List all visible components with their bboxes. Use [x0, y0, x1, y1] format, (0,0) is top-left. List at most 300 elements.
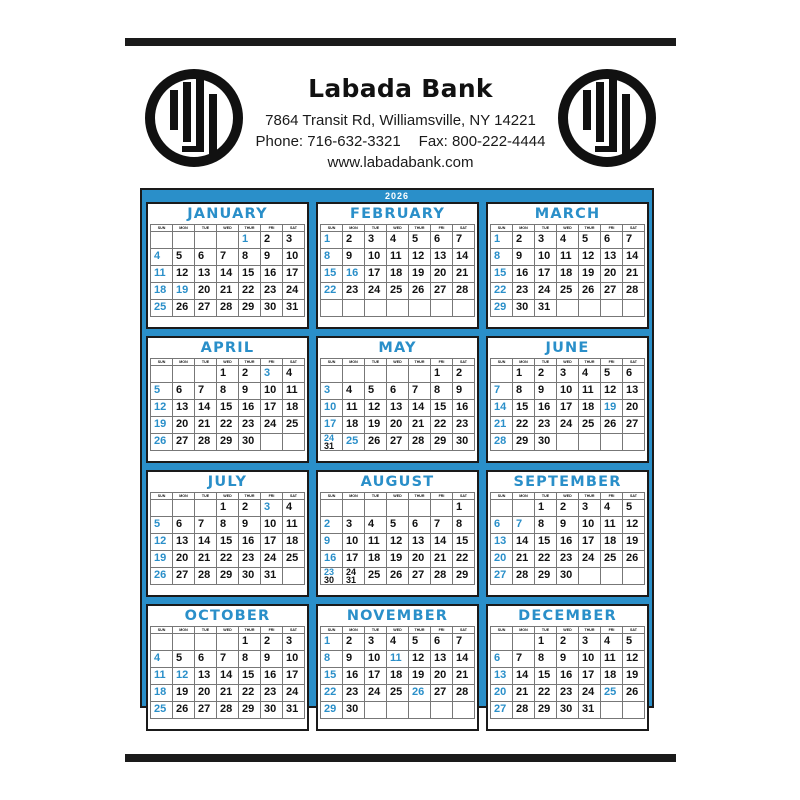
day-cell: [601, 534, 623, 551]
day-number: 12: [176, 669, 189, 681]
day-cell: [409, 651, 431, 668]
day-number: 24: [582, 686, 595, 698]
day-number: 5: [412, 233, 419, 245]
month-september: [486, 470, 649, 597]
day-number: 3: [368, 233, 375, 245]
weekday-label: MON: [173, 359, 195, 366]
week-row: [491, 551, 645, 568]
day-cell: [557, 517, 579, 534]
day-cell: [195, 534, 217, 551]
day-cell: [513, 434, 535, 451]
week-row: [491, 366, 645, 383]
weekday-header-row: [151, 493, 305, 500]
day-number: 10: [346, 535, 359, 547]
day-number: 10: [582, 518, 595, 530]
day-cell: [321, 249, 343, 266]
empty-day-cell: [409, 500, 431, 517]
day-cell: [283, 634, 305, 651]
day-cell: [409, 534, 431, 551]
day-number: 10: [582, 652, 595, 664]
day-cell: [261, 551, 283, 568]
day-number: 16: [516, 267, 529, 279]
day-cell: [579, 500, 601, 517]
day-number: 21: [494, 418, 507, 430]
day-cell: [409, 685, 431, 702]
day-number: 20: [434, 669, 447, 681]
week-row: [321, 500, 475, 517]
day-number: 20: [412, 552, 425, 564]
day-cell: [491, 551, 513, 568]
day-cell: [535, 400, 557, 417]
empty-day-cell: [491, 634, 513, 651]
week-row: [151, 651, 305, 668]
empty-day-cell: [365, 702, 387, 719]
empty-day-cell: [431, 500, 453, 517]
weekday-header-row: [151, 359, 305, 366]
day-cell: [557, 417, 579, 434]
week-row: [491, 400, 645, 417]
day-number: 29: [220, 435, 233, 447]
day-cell: [491, 400, 513, 417]
empty-day-cell: [151, 500, 173, 517]
day-number: 16: [242, 535, 255, 547]
day-cell: [453, 249, 475, 266]
day-number: 3: [560, 367, 567, 379]
day-cell: [431, 651, 453, 668]
day-cell: [623, 383, 645, 400]
day-cell: [239, 283, 261, 300]
day-number: 22: [220, 418, 233, 430]
day-cell: [431, 232, 453, 249]
month-table: [150, 224, 305, 317]
weekday-label: SUN: [321, 493, 343, 500]
empty-day-cell: [431, 300, 453, 317]
day-number: 19: [154, 552, 167, 564]
day-number: 14: [220, 267, 233, 279]
day-cell: [283, 668, 305, 685]
day-number: 1: [220, 367, 227, 379]
day-cell: [623, 400, 645, 417]
wall-calendar: [125, 38, 676, 762]
day-number: 7: [626, 233, 633, 245]
month-table: [490, 358, 645, 451]
weekday-header-row: [321, 493, 475, 500]
day-number: 21: [516, 686, 529, 698]
day-number: 5: [154, 518, 161, 530]
day-cell: [321, 232, 343, 249]
day-cell: [535, 232, 557, 249]
week-row: [491, 517, 645, 534]
day-cell: [195, 249, 217, 266]
day-cell: [513, 232, 535, 249]
day-number: 26: [154, 435, 167, 447]
day-cell: [343, 551, 365, 568]
day-number: 14: [220, 669, 233, 681]
day-cell: [387, 249, 409, 266]
month-march: [486, 202, 649, 329]
weekday-label: SAT: [283, 627, 305, 634]
day-cell: [239, 417, 261, 434]
day-cell: [239, 500, 261, 517]
day-number: 16: [324, 552, 337, 564]
month-december: [486, 604, 649, 731]
empty-day-cell: [601, 702, 623, 719]
day-number: 27: [412, 569, 425, 581]
day-number: 22: [538, 552, 551, 564]
day-cell: [535, 266, 557, 283]
day-cell: [151, 551, 173, 568]
day-cell: [409, 551, 431, 568]
empty-day-cell: [151, 366, 173, 383]
day-number: 17: [582, 669, 595, 681]
day-number: 9: [560, 652, 567, 664]
empty-day-cell: [601, 300, 623, 317]
day-number: 7: [220, 250, 227, 262]
weekday-label: WED: [557, 493, 579, 500]
day-number: 3: [582, 635, 589, 647]
day-number: 24: [346, 567, 357, 577]
day-number: 4: [582, 367, 589, 379]
day-number: 24: [368, 284, 381, 296]
day-cell: [601, 366, 623, 383]
day-cell: [513, 366, 535, 383]
day-number: 15: [242, 267, 255, 279]
day-cell: [513, 534, 535, 551]
day-cell: [365, 551, 387, 568]
empty-day-cell: [195, 366, 217, 383]
weekday-label: SAT: [283, 359, 305, 366]
day-number: 7: [516, 518, 523, 530]
day-cell: [173, 434, 195, 451]
day-cell: [513, 551, 535, 568]
weekday-label: FRI: [261, 627, 283, 634]
day-cell: [601, 634, 623, 651]
empty-day-cell: [321, 366, 343, 383]
day-number: 19: [390, 552, 403, 564]
day-cell: [173, 685, 195, 702]
week-row: [321, 232, 475, 249]
weekday-label: FRI: [601, 627, 623, 634]
day-number: 13: [494, 535, 507, 547]
day-number: 23: [242, 418, 255, 430]
weekday-label: WED: [557, 225, 579, 232]
day-number: 14: [412, 401, 425, 413]
day-number: 30: [516, 301, 529, 313]
month-august: [316, 470, 479, 597]
day-cell: [261, 266, 283, 283]
day-cell: [173, 417, 195, 434]
day-cell: [579, 283, 601, 300]
day-cell: [173, 551, 195, 568]
weekday-label: FRI: [431, 493, 453, 500]
day-number: 4: [154, 250, 161, 262]
day-cell: [557, 651, 579, 668]
weekday-label: WED: [387, 627, 409, 634]
day-cell: [239, 266, 261, 283]
day-cell: [343, 417, 365, 434]
day-cell: [217, 534, 239, 551]
day-number: 21: [220, 686, 233, 698]
weekday-header-row: [321, 359, 475, 366]
day-number: 2: [560, 501, 567, 513]
day-number: 9: [264, 652, 271, 664]
day-cell: [491, 266, 513, 283]
day-cell: [239, 634, 261, 651]
weekday-label: MON: [513, 493, 535, 500]
day-cell: [195, 568, 217, 585]
week-row: [491, 434, 645, 451]
day-cell: [623, 232, 645, 249]
day-cell: [557, 232, 579, 249]
day-number: 20: [626, 401, 639, 413]
day-cell: [261, 568, 283, 585]
day-number: 15: [324, 669, 337, 681]
day-cell: [283, 232, 305, 249]
weekday-header-row: [491, 493, 645, 500]
day-number: 27: [494, 569, 507, 581]
day-number: 14: [434, 535, 447, 547]
day-number: 18: [390, 267, 403, 279]
day-number: 13: [604, 250, 617, 262]
empty-day-cell: [579, 434, 601, 451]
day-cell: [195, 434, 217, 451]
day-number: 7: [516, 652, 523, 664]
day-number: 16: [560, 669, 573, 681]
day-number: 8: [538, 652, 545, 664]
week-row: [491, 534, 645, 551]
empty-day-cell: [491, 366, 513, 383]
day-cell: [343, 702, 365, 719]
day-number: 26: [154, 569, 167, 581]
empty-day-cell: [623, 434, 645, 451]
week-row: [151, 434, 305, 451]
day-number: 2: [346, 635, 353, 647]
weekday-label: WED: [387, 225, 409, 232]
day-number: 10: [368, 250, 381, 262]
day-cell: [365, 685, 387, 702]
day-number: 22: [324, 284, 337, 296]
month-june: [486, 336, 649, 463]
weekday-label: FRI: [431, 627, 453, 634]
day-number: 25: [154, 301, 167, 313]
empty-day-cell: [557, 434, 579, 451]
day-number: 27: [390, 435, 403, 447]
day-number: 25: [286, 418, 299, 430]
day-number: 4: [390, 233, 397, 245]
week-row: [491, 685, 645, 702]
day-number: 8: [456, 518, 463, 530]
bank-logo-icon: [137, 64, 251, 172]
day-number: 25: [582, 418, 595, 430]
weekday-label: THUR: [579, 627, 601, 634]
day-cell: [321, 534, 343, 551]
day-cell: [343, 249, 365, 266]
day-number: 22: [434, 418, 447, 430]
weekday-label: FRI: [601, 493, 623, 500]
day-cell: [239, 517, 261, 534]
weekday-label: THUR: [239, 627, 261, 634]
day-number: 17: [286, 669, 299, 681]
day-number: 16: [264, 267, 277, 279]
day-number: 3: [286, 233, 293, 245]
day-cell: [195, 400, 217, 417]
empty-day-cell: [365, 300, 387, 317]
bank-name: Labada Bank: [308, 74, 493, 103]
month-july: [146, 470, 309, 597]
day-cell: [601, 651, 623, 668]
day-number: 30: [560, 703, 573, 715]
day-cell: [535, 534, 557, 551]
day-number: 18: [154, 284, 167, 296]
day-cell: [151, 434, 173, 451]
weekday-label: TUE: [535, 493, 557, 500]
day-cell: [173, 300, 195, 317]
day-cell: [535, 383, 557, 400]
bank-logo-icon: [550, 64, 664, 172]
day-cell: [453, 383, 475, 400]
day-cell: [409, 568, 431, 585]
day-number: 21: [434, 552, 447, 564]
empty-day-cell: [409, 300, 431, 317]
day-cell: [623, 249, 645, 266]
day-number: 6: [176, 384, 183, 396]
day-cell-split: [343, 568, 365, 585]
day-cell: [343, 383, 365, 400]
day-cell: [261, 685, 283, 702]
day-cell: [535, 568, 557, 585]
day-number: 21: [220, 284, 233, 296]
day-cell: [491, 568, 513, 585]
day-number: 11: [346, 401, 358, 413]
day-number: 12: [582, 250, 595, 262]
month-table: [150, 358, 305, 451]
empty-day-cell: [321, 500, 343, 517]
weekday-label: MON: [343, 225, 365, 232]
weekday-label: WED: [557, 627, 579, 634]
day-cell: [365, 249, 387, 266]
day-cell: [365, 283, 387, 300]
day-number: 12: [412, 652, 425, 664]
day-number: 14: [198, 535, 211, 547]
day-cell: [409, 417, 431, 434]
day-cell: [513, 300, 535, 317]
day-number: 18: [604, 535, 617, 547]
day-number: 8: [324, 652, 331, 664]
day-cell: [579, 534, 601, 551]
day-cell: [365, 651, 387, 668]
day-cell: [387, 651, 409, 668]
day-number: 17: [264, 401, 277, 413]
day-cell: [557, 400, 579, 417]
day-number: 5: [176, 250, 183, 262]
day-cell: [261, 232, 283, 249]
bank-phone: Phone: 716-632-3321: [255, 133, 401, 150]
day-number: 28: [626, 284, 639, 296]
day-cell: [283, 400, 305, 417]
empty-day-cell: [387, 702, 409, 719]
empty-day-cell: [601, 568, 623, 585]
day-number: 17: [582, 535, 595, 547]
weekday-label: WED: [217, 359, 239, 366]
day-cell: [579, 383, 601, 400]
day-number: 28: [516, 569, 529, 581]
day-number: 16: [264, 669, 277, 681]
day-cell: [151, 685, 173, 702]
empty-day-cell: [343, 300, 365, 317]
day-number: 8: [242, 250, 249, 262]
day-number: 13: [434, 250, 447, 262]
day-number: 16: [456, 401, 469, 413]
day-cell: [261, 300, 283, 317]
weekday-label: FRI: [431, 359, 453, 366]
day-number: 8: [220, 518, 227, 530]
day-cell: [623, 534, 645, 551]
day-number: 28: [494, 435, 507, 447]
day-cell: [453, 400, 475, 417]
day-number: 13: [390, 401, 403, 413]
month-name: SEPTEMBER: [513, 474, 622, 490]
empty-day-cell: [409, 702, 431, 719]
bank-website[interactable]: www.labadabank.com: [327, 154, 474, 171]
week-row: [491, 232, 645, 249]
day-number: 19: [412, 267, 425, 279]
top-border-bar: [125, 38, 676, 46]
day-cell: [535, 366, 557, 383]
weekday-label: SAT: [453, 493, 475, 500]
day-cell: [409, 434, 431, 451]
day-cell: [601, 383, 623, 400]
day-cell: [579, 702, 601, 719]
empty-day-cell: [387, 300, 409, 317]
day-cell: [431, 668, 453, 685]
day-number: 21: [456, 669, 469, 681]
week-row: [321, 383, 475, 400]
weekday-label: TUE: [535, 359, 557, 366]
day-number: 8: [516, 384, 523, 396]
day-cell: [261, 517, 283, 534]
day-cell: [453, 283, 475, 300]
day-number: 3: [286, 635, 293, 647]
day-number: 24: [264, 552, 277, 564]
week-row: [151, 702, 305, 719]
day-number: 29: [538, 703, 551, 715]
day-cell: [535, 651, 557, 668]
week-row: [321, 434, 475, 451]
day-number: 1: [324, 635, 331, 647]
day-cell: [453, 500, 475, 517]
weekday-label: TUE: [195, 225, 217, 232]
day-number: 29: [538, 569, 551, 581]
day-number: 9: [516, 250, 523, 262]
month-name: MARCH: [534, 206, 601, 222]
month-name: JUNE: [545, 340, 590, 356]
day-cell: [217, 500, 239, 517]
day-number: 20: [434, 267, 447, 279]
day-number: 15: [538, 535, 551, 547]
day-cell: [431, 266, 453, 283]
week-row: [151, 249, 305, 266]
day-cell: [195, 668, 217, 685]
day-cell: [343, 434, 365, 451]
day-cell: [601, 417, 623, 434]
week-row: [321, 366, 475, 383]
weekday-label: FRI: [601, 225, 623, 232]
empty-day-cell: [431, 702, 453, 719]
weekday-label: THUR: [409, 627, 431, 634]
weekday-label: THUR: [239, 493, 261, 500]
month-april: [146, 336, 309, 463]
day-number: 1: [538, 635, 545, 647]
